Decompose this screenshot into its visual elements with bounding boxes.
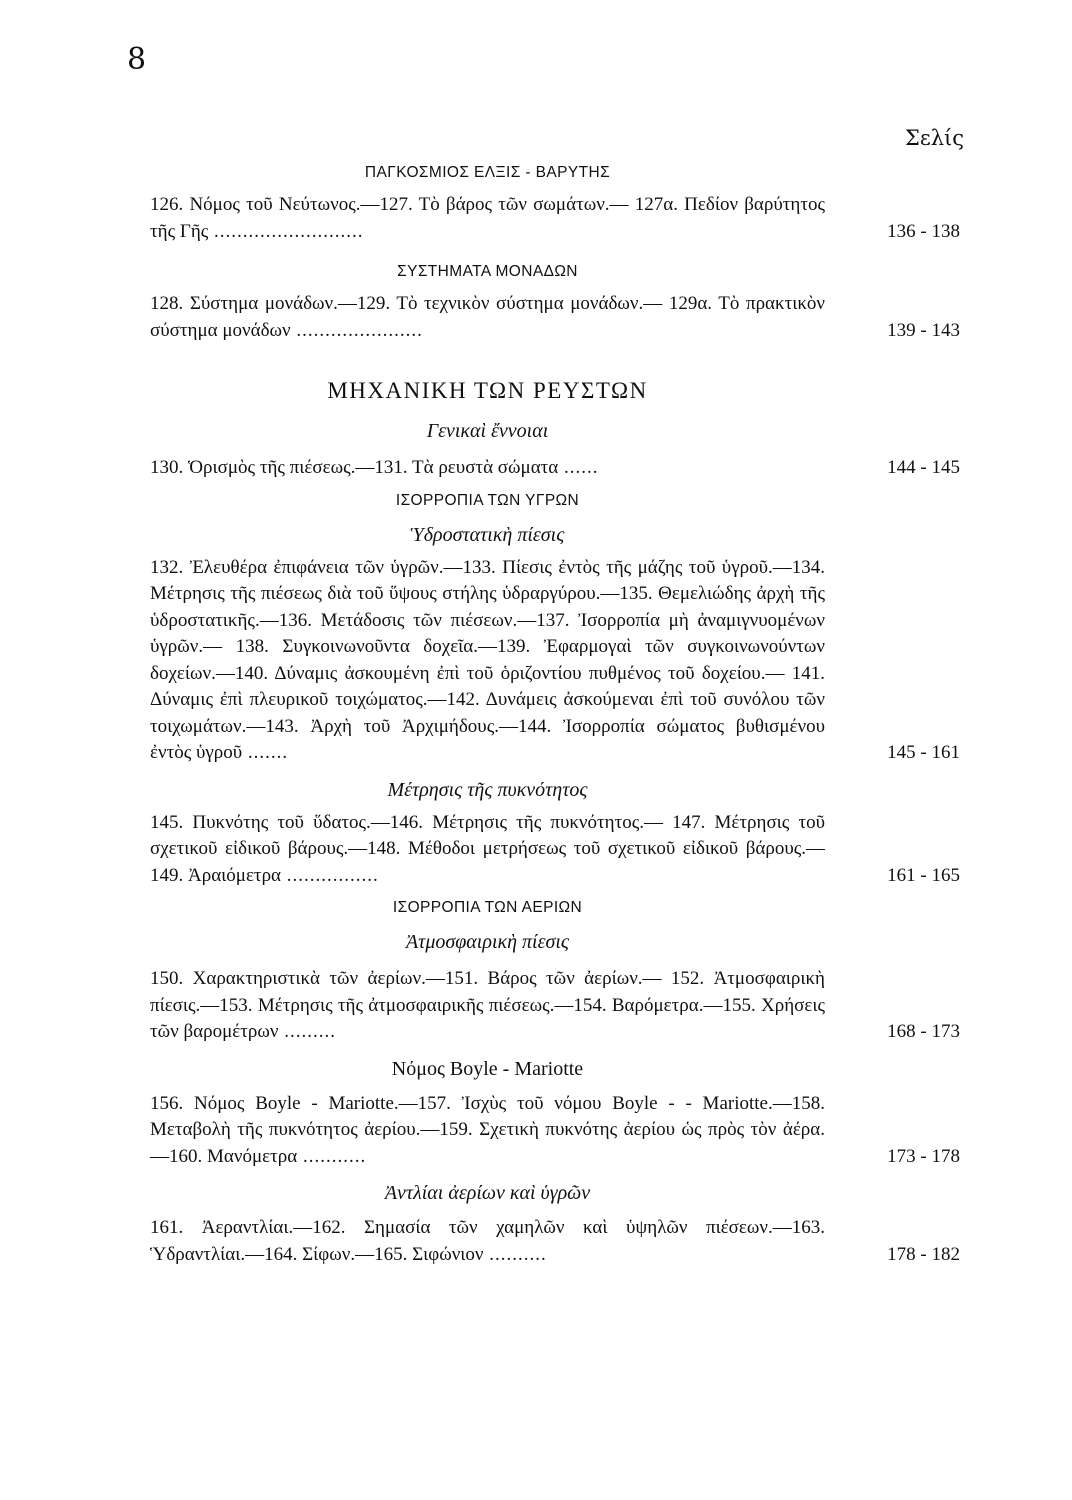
- section-heading: ΙΣΟΡΡΟΠΙΑ ΤΩΝ ΥΓΡΩΝ: [395, 491, 580, 509]
- toc-entry-text: 156. Νόμος Boyle - Mariotte.—157. Ἰσχὺς τοῦ νόμου Boyle - - Mariotte.—158. Μεταβολὴ τῆς πυκνότητος ἀερίου.—159. Σχετικὴ πυκνότης ἀερίου ὡς πρὸς τὸν ἀέρα.—160. Μανόμετρα ...........: [150, 1092, 825, 1167]
- toc-entry: [150, 810, 970, 890]
- toc-entry: [150, 192, 970, 245]
- part-heading: ΜΗΧΑΝΙΚΗ ΤΩΝ ΡΕΥΣΤΩΝ: [327, 378, 648, 403]
- subsection-heading: Ἀντλίαι ἀερίων καὶ ὑγρῶν: [384, 1182, 591, 1204]
- toc-entry-pages: 139 - 143: [887, 319, 960, 341]
- subsection-heading: Γενικαὶ ἔννοιαι: [426, 420, 549, 442]
- toc-entry: [150, 455, 970, 482]
- section-heading: ΙΣΟΡΡΟΠΙΑ ΤΩΝ ΑΕΡΙΩΝ: [392, 899, 583, 916]
- toc-entry-pages: 178 - 182: [887, 1243, 960, 1265]
- table-of-contents: [150, 160, 970, 1268]
- toc-entry-text: 130. Ὁρισμὸς τῆς πιέσεως.—131. Τὰ ρευστὰ σώματα ......: [150, 457, 599, 478]
- toc-entry: [150, 291, 970, 344]
- subsection-heading: Ὑδροστατικὴ πίεσις: [410, 523, 565, 546]
- toc-entry: [150, 1215, 970, 1268]
- toc-entry-pages: 136 - 138: [887, 220, 960, 242]
- toc-entry-text: 161. Ἀεραντλίαι.—162. Σημασία τῶν χαμηλῶν καὶ ὑψηλῶν πιέσεων.—163. Ὑδραντλίαι.—164. Σίφων.—165. Σιφώνιον ..........: [150, 1217, 825, 1265]
- toc-entry-text: 145. Πυκνότης τοῦ ὕδατος.—146. Μέτρησις τῆς πυκνότητος.— 147. Μέτρησις τοῦ σχετικοῦ εἰδικοῦ βάρους.—148. Μέθοδοι μετρήσεως τοῦ σχετικοῦ εἰδικοῦ βάρους.—149. Ἀραιόμετρα ................: [150, 811, 825, 886]
- subsection-heading: Μέτρησις τῆς πυκνότητος: [387, 778, 588, 801]
- pages-column-label: Σελίς: [905, 126, 965, 150]
- toc-entry-pages: 168 - 173: [887, 1021, 960, 1042]
- toc-entry: [150, 966, 970, 1046]
- section-heading: ΠΑΓΚΟΣΜΙΟΣ ΕΛΞΙΣ - ΒΑΡΥΤΗΣ: [364, 164, 611, 181]
- section-heading: ΣΥΣΤΗΜΑΤΑ ΜΟΝΑΔΩΝ: [397, 263, 578, 280]
- toc-entry-text: 150. Χαρακτηριστικὰ τῶν ἀερίων.—151. Βάρος τῶν ἀερίων.— 152. Ἀτμοσφαιρικὴ πίεσις.—153. Μέτρησις τῆς ἀτμοσφαιρικῆς πιέσεως.—154. Βαρόμετρα.—155. Χρήσεις τῶν βαρομέτρων .........: [150, 968, 825, 1042]
- toc-entry-pages: 145 - 161: [887, 742, 960, 763]
- toc-entry-text: 126. Νόμος τοῦ Νεύτωνος.—127. Τὸ βάρος τῶν σωμάτων.— 127α. Πεδίον βαρύτητος τῆς Γῆς ..........................: [150, 194, 825, 242]
- toc-entry-text: 132. Ἐλευθέρα ἐπιφάνεια τῶν ὑγρῶν.—133. Πίεσις ἐντὸς τῆς μάζης τοῦ ὑγροῦ.—134. Μέτρησις τῆς πιέσεως διὰ τοῦ ὕψους στήλης ὑδραργύρου.—135. Θεμελιώδης ἀρχὴ τῆς ὑδροστατικῆς.—136. Μετάδοσις τῶν πιέσεων.—137. Ἰσορροπία μὴ ἀναμιγνυομένων ὑγρῶν.— 138. Συγκοινωνοῦντα δοχεῖα.—139. Ἐφαρμογαὶ τῶν συγκοινωνούντων δοχείων.—140. Δύναμις ἀσκουμένη ἐπὶ τοῦ ὁριζοντίου πυθμένος τοῦ δοχείου.— 141. Δύναμις ἐπὶ πλευρικοῦ τοιχώματος.—142. Δυνάμεις ἀσκούμεναι ἐπὶ τοῦ συνόλου τῶν τοιχωμάτων.—143. Ἀρχὴ τοῦ Ἀρχιμήδους.—144. Ἰσορροπία σώματος βυθισμένου ἐντὸς ὑγροῦ .......: [150, 556, 825, 763]
- toc-entry-text: 128. Σύστημα μονάδων.—129. Τὸ τεχνικὸν σύστημα μονάδων.— 129α. Τὸ πρακτικὸν σύστημα μονάδων ......................: [150, 293, 825, 341]
- subsection-heading: Νόμος Boyle - Mariotte: [391, 1057, 584, 1080]
- subsection-heading: Ἀτμοσφαιρικὴ πίεσις: [405, 931, 570, 953]
- toc-entry-pages: 173 - 178: [887, 1145, 960, 1167]
- page-number: 8: [127, 42, 147, 77]
- toc-entry: [150, 555, 970, 767]
- toc-entry-pages: 161 - 165: [887, 864, 960, 886]
- toc-entry-pages: 144 - 145: [887, 457, 960, 478]
- toc-entry: [150, 1091, 970, 1171]
